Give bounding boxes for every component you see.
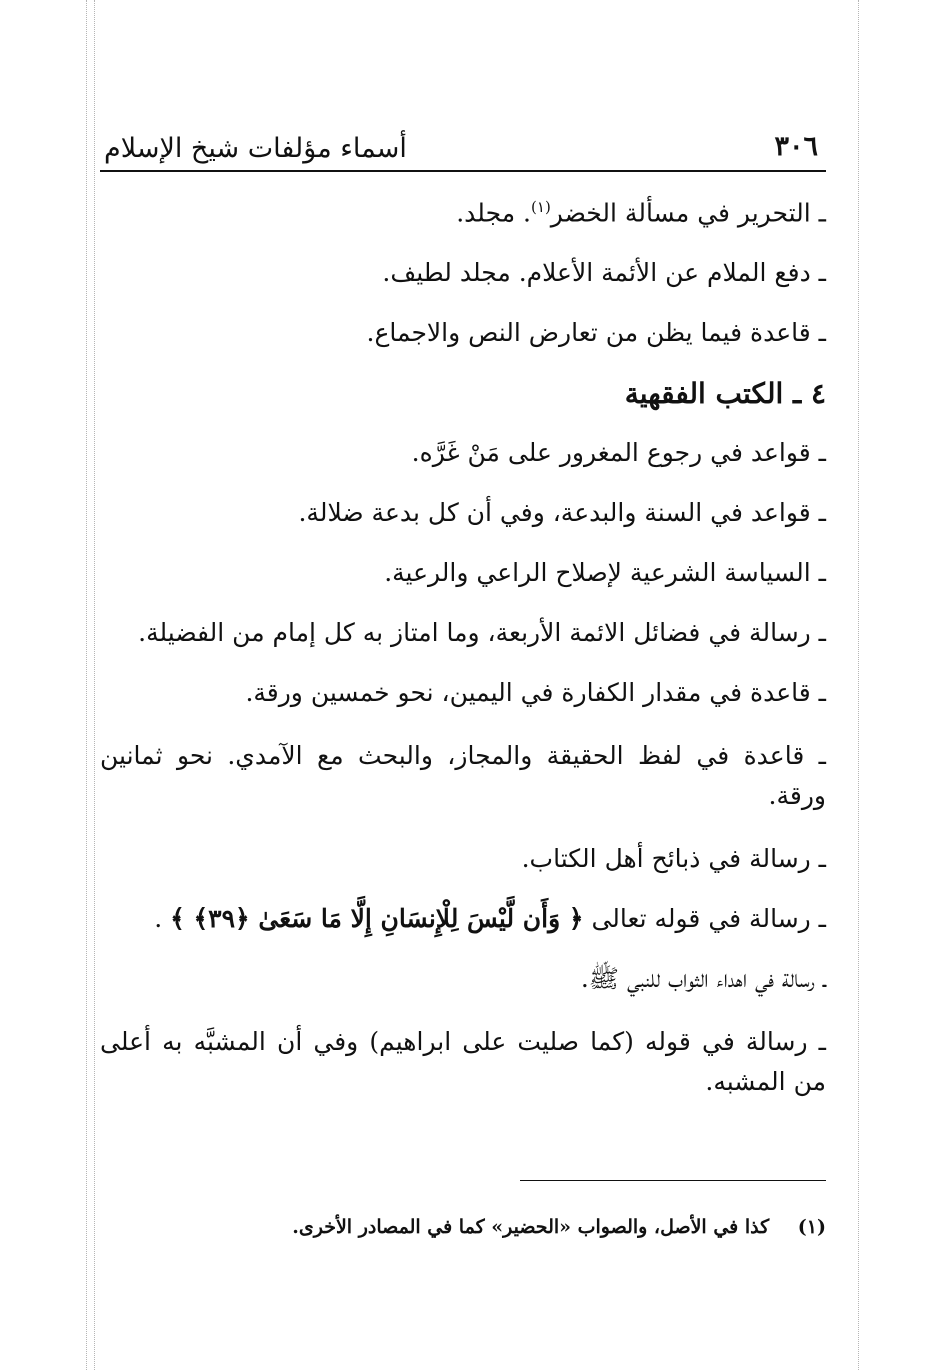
- list-item: ـ رسالة في قوله (كما صليت على ابراهيم) وفي أن المشبَّه به أعلى من المشبه.: [100, 1027, 826, 1097]
- quran-verse: ﴿ وَأَن لَّيْسَ لِلْإِنسَانِ إِلَّا مَا سَعَىٰ ﴿٣٩﴾ ﴾: [170, 904, 584, 934]
- list-item: ـ قاعدة فيما يظن من تعارض النص والاجماع.: [366, 318, 826, 348]
- list-item: [100, 902, 826, 936]
- main-content: [100, 190, 826, 1128]
- item-text: ـ رسالة في قوله تعالى: [591, 904, 826, 934]
- scan-guide-line: [858, 0, 859, 1370]
- footnote-text: كذا في الأصل، والصواب «الحضير» كما في المصادر الأخرى.: [292, 1216, 770, 1238]
- item-text: ـ التحرير في مسألة الخضر: [550, 198, 826, 228]
- list-item: ـ رسالة في اهداء الثواب للنبي ﷺ.: [580, 964, 826, 994]
- list-item: ـ السياسة الشرعية لإصلاح الراعي والرعية.: [384, 558, 826, 588]
- page-header: [100, 126, 826, 172]
- running-title: أسماء مؤلفات شيخ الإسلام: [104, 133, 407, 164]
- scan-guide-line: [94, 0, 95, 1370]
- list-item: ـ رسالة في فضائل الائمة الأربعة، وما امتاز به كل إمام من الفضيلة.: [138, 618, 826, 648]
- item-text-suffix: .: [154, 904, 163, 934]
- scan-guide-line: [86, 0, 87, 1370]
- list-item: ـ قواعد في رجوع المغرور على مَنْ غَرَّه.: [411, 438, 826, 468]
- footnote-separator: [520, 1180, 826, 1181]
- section-heading: ٤ ـ الكتب الفقهية: [624, 377, 826, 411]
- list-item: ـ رسالة في ذبائح أهل الكتاب.: [521, 844, 826, 874]
- list-item: ـ قاعدة في مقدار الكفارة في اليمين، نحو خمسين ورقة.: [245, 678, 826, 708]
- footnote: [100, 1216, 826, 1238]
- item-text-suffix: . مجلد.: [456, 198, 532, 228]
- list-item: [100, 190, 826, 230]
- list-item: ـ دفع الملام عن الأئمة الأعلام. مجلد لطيف.: [382, 258, 826, 288]
- list-item: ـ قواعد في السنة والبدعة، وفي أن كل بدعة ضلالة.: [298, 498, 826, 528]
- footnote-number: (١): [797, 1216, 826, 1238]
- list-item: ـ قاعدة في لفظ الحقيقة والمجاز، والبحث مع الآمدي. نحو ثمانين ورقة.: [100, 741, 826, 811]
- footnote-reference: (١): [531, 198, 551, 216]
- page-number: ٣٠٦: [774, 131, 818, 162]
